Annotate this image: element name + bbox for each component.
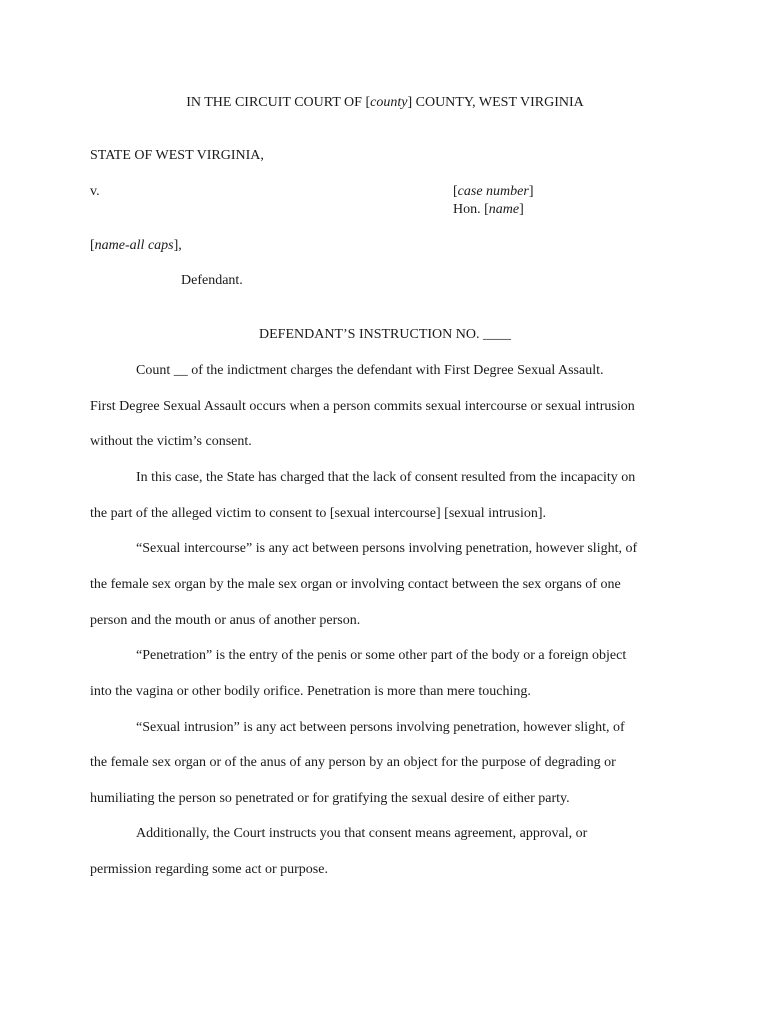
- defendant-name-line: [90, 237, 182, 255]
- judge-line: [453, 201, 524, 219]
- body-line: without the victim’s consent.: [90, 434, 252, 449]
- judge-name-placeholder: name: [488, 202, 520, 217]
- defendant-label: Defendant.: [181, 273, 243, 288]
- versus-label: v.: [90, 184, 100, 199]
- defendant-close: ],: [173, 238, 182, 253]
- court-header-prefix: IN THE CIRCUIT COURT OF [: [186, 95, 371, 110]
- body-line: permission regarding some act or purpose.: [90, 862, 328, 877]
- defendant-open: [: [90, 238, 95, 253]
- court-header-suffix: ] COUNTY, WEST VIRGINIA: [407, 95, 584, 110]
- body-line: the part of the alleged victim to consent to [sexual intercourse] [sexual intrusion].: [90, 506, 547, 521]
- body-line: the female sex organ by the male sex organ or involving contact between the sex organs of one: [90, 577, 621, 592]
- body-line: In this case, the State has charged that the lack of consent resulted from the incapacity on: [136, 470, 636, 485]
- case-number-placeholder: case number: [457, 184, 529, 199]
- court-header: [0, 94, 770, 112]
- body-line: “Sexual intrusion” is any act between persons involving penetration, however slight, of: [136, 720, 625, 735]
- body-line: Additionally, the Court instructs you that consent means agreement, approval, or: [136, 826, 588, 841]
- body-line: person and the mouth or anus of another person.: [90, 613, 361, 628]
- body-line: humiliating the person so penetrated or for gratifying the sexual desire of either party.: [90, 791, 570, 806]
- plaintiff-name: STATE OF WEST VIRGINIA,: [90, 148, 264, 163]
- body-line: “Penetration” is the entry of the penis or some other part of the body or a foreign object: [136, 648, 627, 663]
- judge-close: ]: [519, 202, 524, 217]
- judge-prefix: Hon. [: [453, 202, 489, 217]
- body-line: into the vagina or other bodily orifice. Penetration is more than mere touching.: [90, 684, 531, 699]
- body-line: “Sexual intercourse” is any act between persons involving penetration, however slight, of: [136, 541, 638, 556]
- body-line: First Degree Sexual Assault occurs when a person commits sexual intercourse or sexual intrusion: [90, 399, 635, 414]
- case-number-open: [: [453, 184, 458, 199]
- instruction-title: DEFENDANT’S INSTRUCTION NO. ____: [259, 327, 511, 342]
- defendant-name-placeholder: name-all caps: [94, 238, 174, 253]
- case-number-line: [453, 183, 534, 201]
- county-placeholder: county: [370, 95, 408, 110]
- body-line: the female sex organ or of the anus of any person by an object for the purpose of degrading or: [90, 755, 616, 770]
- case-number-close: ]: [528, 184, 534, 199]
- body-line: Count __ of the indictment charges the defendant with First Degree Sexual Assault.: [136, 363, 604, 378]
